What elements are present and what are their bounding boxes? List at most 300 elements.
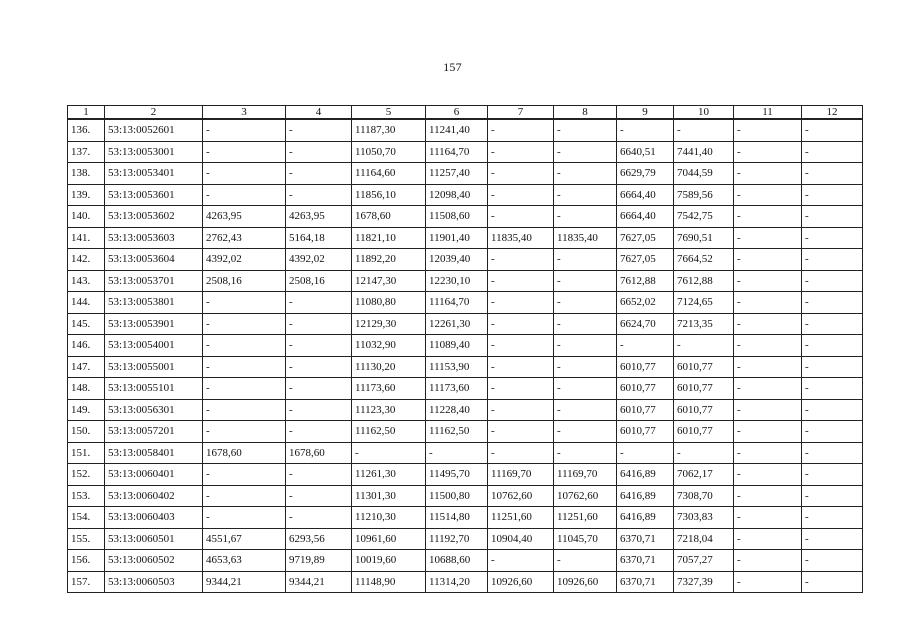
table-cell: 53:13:0052601 xyxy=(105,119,203,141)
table-cell: - xyxy=(554,206,617,228)
table-cell: 157. xyxy=(68,571,105,593)
table-row xyxy=(68,249,863,271)
table-cell: - xyxy=(488,442,554,464)
table-cell: - xyxy=(488,292,554,314)
table-cell: 4392,02 xyxy=(286,249,352,271)
table-cell: 6010,77 xyxy=(617,378,674,400)
table-cell: 139. xyxy=(68,184,105,206)
table-cell: 10019,60 xyxy=(352,550,426,572)
table-cell: - xyxy=(802,528,863,550)
table-cell: 1678,60 xyxy=(352,206,426,228)
table-cell: - xyxy=(203,313,286,335)
table-cell: 53:13:0056301 xyxy=(105,399,203,421)
table-cell: 10904,40 xyxy=(488,528,554,550)
table-cell: 6370,71 xyxy=(617,571,674,593)
column-header-3: 3 xyxy=(203,106,286,120)
table-cell: 144. xyxy=(68,292,105,314)
table-cell: 7612,88 xyxy=(674,270,734,292)
table-cell: - xyxy=(802,485,863,507)
table-cell: - xyxy=(488,421,554,443)
table-row xyxy=(68,485,863,507)
table-cell: 11257,40 xyxy=(426,163,488,185)
table-cell: - xyxy=(734,507,802,529)
table-cell: - xyxy=(286,378,352,400)
table-cell: 11192,70 xyxy=(426,528,488,550)
table-cell: 151. xyxy=(68,442,105,464)
table-cell: 11050,70 xyxy=(352,141,426,163)
table-cell: 9719,89 xyxy=(286,550,352,572)
table-cell: 53:13:0060402 xyxy=(105,485,203,507)
table-cell: 6640,51 xyxy=(617,141,674,163)
table-cell: - xyxy=(488,163,554,185)
table-cell: - xyxy=(802,378,863,400)
table-cell: 11173,60 xyxy=(352,378,426,400)
table-cell: 53:13:0060401 xyxy=(105,464,203,486)
table-cell: 6652,02 xyxy=(617,292,674,314)
table-cell: 4653,63 xyxy=(203,550,286,572)
table-cell: - xyxy=(286,163,352,185)
column-header-2: 2 xyxy=(105,106,203,120)
table-cell: 53:13:0053604 xyxy=(105,249,203,271)
table-cell: 6010,77 xyxy=(674,378,734,400)
table-cell: - xyxy=(734,206,802,228)
table-cell: - xyxy=(802,399,863,421)
table-row xyxy=(68,464,863,486)
table-cell: 1678,60 xyxy=(203,442,286,464)
table-cell: - xyxy=(286,421,352,443)
table-cell: 7044,59 xyxy=(674,163,734,185)
table-cell: - xyxy=(554,399,617,421)
table-cell: - xyxy=(286,507,352,529)
table-cell: 7612,88 xyxy=(617,270,674,292)
table-cell: 12129,30 xyxy=(352,313,426,335)
table-cell: 11514,80 xyxy=(426,507,488,529)
table-cell: - xyxy=(802,249,863,271)
table-cell: - xyxy=(286,485,352,507)
table-cell: 6010,77 xyxy=(674,421,734,443)
table-cell: - xyxy=(734,485,802,507)
table-cell: 6416,89 xyxy=(617,507,674,529)
table-cell: 4263,95 xyxy=(203,206,286,228)
table-cell: - xyxy=(488,550,554,572)
table-cell: 53:13:0060502 xyxy=(105,550,203,572)
table-cell: 11251,60 xyxy=(488,507,554,529)
table-row xyxy=(68,421,863,443)
table-cell: 2508,16 xyxy=(203,270,286,292)
table-cell: - xyxy=(802,507,863,529)
table-row xyxy=(68,270,863,292)
table-cell: - xyxy=(674,442,734,464)
table-row xyxy=(68,442,863,464)
table-cell: 11508,60 xyxy=(426,206,488,228)
table-cell: 146. xyxy=(68,335,105,357)
table-cell: 7690,51 xyxy=(674,227,734,249)
table-cell: - xyxy=(554,378,617,400)
table-cell: 2762,43 xyxy=(203,227,286,249)
table-cell: 12039,40 xyxy=(426,249,488,271)
table-cell: - xyxy=(286,119,352,141)
table-row xyxy=(68,399,863,421)
table-cell: - xyxy=(734,442,802,464)
column-header-5: 5 xyxy=(352,106,426,120)
table-cell: - xyxy=(554,292,617,314)
table-cell: 53:13:0053603 xyxy=(105,227,203,249)
table-cell: 11169,70 xyxy=(554,464,617,486)
table-row xyxy=(68,356,863,378)
table-cell: 11835,40 xyxy=(488,227,554,249)
column-header-1: 1 xyxy=(68,106,105,120)
table-cell: 11495,70 xyxy=(426,464,488,486)
table-cell: 7627,05 xyxy=(617,249,674,271)
table-cell: 53:13:0053001 xyxy=(105,141,203,163)
table-cell: - xyxy=(203,119,286,141)
table-cell: - xyxy=(802,313,863,335)
table-cell: - xyxy=(286,356,352,378)
table-row xyxy=(68,335,863,357)
table-cell: - xyxy=(554,249,617,271)
header-row xyxy=(68,106,863,120)
table-row xyxy=(68,378,863,400)
table-cell: - xyxy=(674,335,734,357)
table-cell: - xyxy=(554,270,617,292)
table-cell: 140. xyxy=(68,206,105,228)
table-cell: - xyxy=(734,249,802,271)
table-cell: - xyxy=(802,119,863,141)
table-cell: - xyxy=(734,163,802,185)
table-cell: - xyxy=(203,378,286,400)
table-row xyxy=(68,141,863,163)
table-cell: 53:13:0060501 xyxy=(105,528,203,550)
table-row xyxy=(68,571,863,593)
table-cell: 11130,20 xyxy=(352,356,426,378)
table-cell: 136. xyxy=(68,119,105,141)
table-cell: 5164,18 xyxy=(286,227,352,249)
column-header-12: 12 xyxy=(802,106,863,120)
table-cell: 53:13:0053401 xyxy=(105,163,203,185)
table-cell: - xyxy=(203,399,286,421)
table-cell: 11821,10 xyxy=(352,227,426,249)
table-cell: - xyxy=(802,464,863,486)
table-cell: - xyxy=(488,378,554,400)
table-cell: - xyxy=(286,184,352,206)
table-cell: 11314,20 xyxy=(426,571,488,593)
table-cell: 53:13:0053801 xyxy=(105,292,203,314)
table-cell: 53:13:0053901 xyxy=(105,313,203,335)
page-number: 157 xyxy=(443,60,462,74)
table-cell: 11080,80 xyxy=(352,292,426,314)
table-cell: - xyxy=(203,292,286,314)
table-cell: - xyxy=(203,464,286,486)
table-cell: 6624,70 xyxy=(617,313,674,335)
table-cell: - xyxy=(802,206,863,228)
table-cell: - xyxy=(617,442,674,464)
table-cell: 6370,71 xyxy=(617,528,674,550)
table-cell: - xyxy=(554,184,617,206)
table-cell: - xyxy=(617,335,674,357)
table-cell: - xyxy=(734,313,802,335)
table-row xyxy=(68,313,863,335)
table-cell: - xyxy=(734,550,802,572)
table-cell: - xyxy=(352,442,426,464)
table-cell: - xyxy=(734,270,802,292)
table-cell: 6416,89 xyxy=(617,464,674,486)
table-cell: - xyxy=(734,119,802,141)
table-cell: 7664,52 xyxy=(674,249,734,271)
table-cell: - xyxy=(488,356,554,378)
table-cell: 11856,10 xyxy=(352,184,426,206)
table-cell: 10926,60 xyxy=(488,571,554,593)
table-row xyxy=(68,163,863,185)
table-cell: 11162,50 xyxy=(352,421,426,443)
table-cell: - xyxy=(802,550,863,572)
table-cell: 149. xyxy=(68,399,105,421)
table-cell: 11901,40 xyxy=(426,227,488,249)
table-cell: - xyxy=(734,464,802,486)
table-cell: 7218,04 xyxy=(674,528,734,550)
table-cell: - xyxy=(734,528,802,550)
table-cell: - xyxy=(488,184,554,206)
table-cell: - xyxy=(734,141,802,163)
table-cell: - xyxy=(286,464,352,486)
table-cell: 53:13:0055001 xyxy=(105,356,203,378)
table-cell: - xyxy=(554,356,617,378)
table-row xyxy=(68,292,863,314)
table-cell: - xyxy=(203,184,286,206)
table-cell: 2508,16 xyxy=(286,270,352,292)
table-cell: 6629,79 xyxy=(617,163,674,185)
table-cell: 53:13:0060503 xyxy=(105,571,203,593)
table-cell: 138. xyxy=(68,163,105,185)
table-cell: 7441,40 xyxy=(674,141,734,163)
table-cell: 6010,77 xyxy=(674,356,734,378)
table-cell: 11228,40 xyxy=(426,399,488,421)
table-cell: - xyxy=(734,421,802,443)
table-cell: 6370,71 xyxy=(617,550,674,572)
table-cell: - xyxy=(802,184,863,206)
table-cell: 53:13:0060403 xyxy=(105,507,203,529)
table-cell: 7627,05 xyxy=(617,227,674,249)
column-header-7: 7 xyxy=(488,106,554,120)
table-cell: - xyxy=(554,163,617,185)
table-cell: 7542,75 xyxy=(674,206,734,228)
table-cell: - xyxy=(802,356,863,378)
table-row xyxy=(68,507,863,529)
table-cell: - xyxy=(802,335,863,357)
table-cell: 6010,77 xyxy=(617,356,674,378)
table-cell: 53:13:0055101 xyxy=(105,378,203,400)
table-cell: 10926,60 xyxy=(554,571,617,593)
table-row xyxy=(68,528,863,550)
table-cell: 10762,60 xyxy=(554,485,617,507)
table-cell: 11123,30 xyxy=(352,399,426,421)
column-header-11: 11 xyxy=(734,106,802,120)
table-cell: 11162,50 xyxy=(426,421,488,443)
table-cell: 6010,77 xyxy=(674,399,734,421)
table-cell: 155. xyxy=(68,528,105,550)
table-cell: 11301,30 xyxy=(352,485,426,507)
table-cell: 11261,30 xyxy=(352,464,426,486)
table-cell: - xyxy=(617,119,674,141)
table-row xyxy=(68,206,863,228)
table-cell: 153. xyxy=(68,485,105,507)
table-cell: - xyxy=(734,227,802,249)
table-cell: 12230,10 xyxy=(426,270,488,292)
table-cell: 6010,77 xyxy=(617,399,674,421)
table-row xyxy=(68,119,863,141)
table-cell: 11835,40 xyxy=(554,227,617,249)
table-cell: - xyxy=(734,335,802,357)
table-cell: 156. xyxy=(68,550,105,572)
table-cell: 53:13:0058401 xyxy=(105,442,203,464)
table-cell: - xyxy=(286,313,352,335)
table-cell: - xyxy=(426,442,488,464)
table-cell: - xyxy=(203,507,286,529)
table-cell: - xyxy=(203,421,286,443)
table-cell: 152. xyxy=(68,464,105,486)
table-cell: 53:13:0057201 xyxy=(105,421,203,443)
table-cell: - xyxy=(203,163,286,185)
table-cell: 11164,60 xyxy=(352,163,426,185)
table-cell: 7303,83 xyxy=(674,507,734,529)
table-cell: 7213,35 xyxy=(674,313,734,335)
table-cell: 4551,67 xyxy=(203,528,286,550)
table-cell: 7062,17 xyxy=(674,464,734,486)
table-cell: 11032,90 xyxy=(352,335,426,357)
table-cell: 4392,02 xyxy=(203,249,286,271)
table-cell: - xyxy=(488,249,554,271)
table-cell: - xyxy=(488,206,554,228)
table-cell: - xyxy=(286,335,352,357)
table-cell: - xyxy=(734,292,802,314)
column-header-9: 9 xyxy=(617,106,674,120)
table-cell: - xyxy=(802,163,863,185)
table-cell: 141. xyxy=(68,227,105,249)
table-cell: - xyxy=(802,571,863,593)
table-cell: 11500,80 xyxy=(426,485,488,507)
table-cell: 4263,95 xyxy=(286,206,352,228)
table-cell: 11148,90 xyxy=(352,571,426,593)
table-cell: - xyxy=(802,442,863,464)
table-cell: 150. xyxy=(68,421,105,443)
table-cell: 7308,70 xyxy=(674,485,734,507)
table-cell: - xyxy=(286,141,352,163)
column-header-6: 6 xyxy=(426,106,488,120)
table-cell: 11173,60 xyxy=(426,378,488,400)
table-cell: - xyxy=(734,399,802,421)
table-cell: 11210,30 xyxy=(352,507,426,529)
table-cell: - xyxy=(203,356,286,378)
table-cell: - xyxy=(554,421,617,443)
table-cell: - xyxy=(203,485,286,507)
column-header-8: 8 xyxy=(554,106,617,120)
table-cell: - xyxy=(734,356,802,378)
table-cell: 10688,60 xyxy=(426,550,488,572)
table-cell: 11089,40 xyxy=(426,335,488,357)
table-cell: - xyxy=(734,184,802,206)
table-cell: - xyxy=(554,442,617,464)
table-cell: 12261,30 xyxy=(426,313,488,335)
table-cell: 53:13:0054001 xyxy=(105,335,203,357)
table-cell: 147. xyxy=(68,356,105,378)
table-cell: 148. xyxy=(68,378,105,400)
table-cell: 7124,65 xyxy=(674,292,734,314)
table-cell: 154. xyxy=(68,507,105,529)
table-cell: 10762,60 xyxy=(488,485,554,507)
table-cell: 11892,20 xyxy=(352,249,426,271)
column-header-10: 10 xyxy=(674,106,734,120)
table-cell: - xyxy=(554,335,617,357)
data-table xyxy=(67,105,863,593)
table-cell: 142. xyxy=(68,249,105,271)
table-cell: - xyxy=(203,141,286,163)
table-cell: 7589,56 xyxy=(674,184,734,206)
table-cell: 12147,30 xyxy=(352,270,426,292)
table-cell: - xyxy=(802,141,863,163)
table-cell: 7057,27 xyxy=(674,550,734,572)
table-cell: - xyxy=(802,270,863,292)
table-cell: 11153,90 xyxy=(426,356,488,378)
column-header-4: 4 xyxy=(286,106,352,120)
table-header xyxy=(68,106,863,120)
table-cell: - xyxy=(674,119,734,141)
table-cell: 10961,60 xyxy=(352,528,426,550)
table-row xyxy=(68,550,863,572)
table-cell: 6416,89 xyxy=(617,485,674,507)
table-cell: 11241,40 xyxy=(426,119,488,141)
table-cell: 11169,70 xyxy=(488,464,554,486)
table-cell: 6293,56 xyxy=(286,528,352,550)
table-cell: - xyxy=(488,399,554,421)
table-cell: - xyxy=(286,399,352,421)
table-cell: - xyxy=(554,141,617,163)
table-cell: 6664,40 xyxy=(617,184,674,206)
table-cell: 11045,70 xyxy=(554,528,617,550)
table-cell: 11251,60 xyxy=(554,507,617,529)
table-cell: 145. xyxy=(68,313,105,335)
table-cell: 6664,40 xyxy=(617,206,674,228)
table-cell: - xyxy=(488,141,554,163)
table-cell: 11187,30 xyxy=(352,119,426,141)
table-cell: 11164,70 xyxy=(426,292,488,314)
table-cell: - xyxy=(488,335,554,357)
table-cell: 53:13:0053701 xyxy=(105,270,203,292)
table-cell: 137. xyxy=(68,141,105,163)
table-cell: - xyxy=(488,270,554,292)
table-cell: - xyxy=(802,227,863,249)
table-cell: 1678,60 xyxy=(286,442,352,464)
table-cell: - xyxy=(554,119,617,141)
table-cell: - xyxy=(286,292,352,314)
table-cell: - xyxy=(203,335,286,357)
table-cell: - xyxy=(802,292,863,314)
table-cell: - xyxy=(802,421,863,443)
table-cell: 6010,77 xyxy=(617,421,674,443)
table-row xyxy=(68,227,863,249)
table-cell: 143. xyxy=(68,270,105,292)
table-cell: 7327,39 xyxy=(674,571,734,593)
table-cell: - xyxy=(554,313,617,335)
table-cell: - xyxy=(734,571,802,593)
table-body xyxy=(68,119,863,593)
table-cell: - xyxy=(734,378,802,400)
table-cell: 9344,21 xyxy=(203,571,286,593)
table-cell: - xyxy=(488,313,554,335)
table-cell: 53:13:0053602 xyxy=(105,206,203,228)
table-cell: 53:13:0053601 xyxy=(105,184,203,206)
table-cell: - xyxy=(554,550,617,572)
table-cell: 11164,70 xyxy=(426,141,488,163)
table-cell: 9344,21 xyxy=(286,571,352,593)
